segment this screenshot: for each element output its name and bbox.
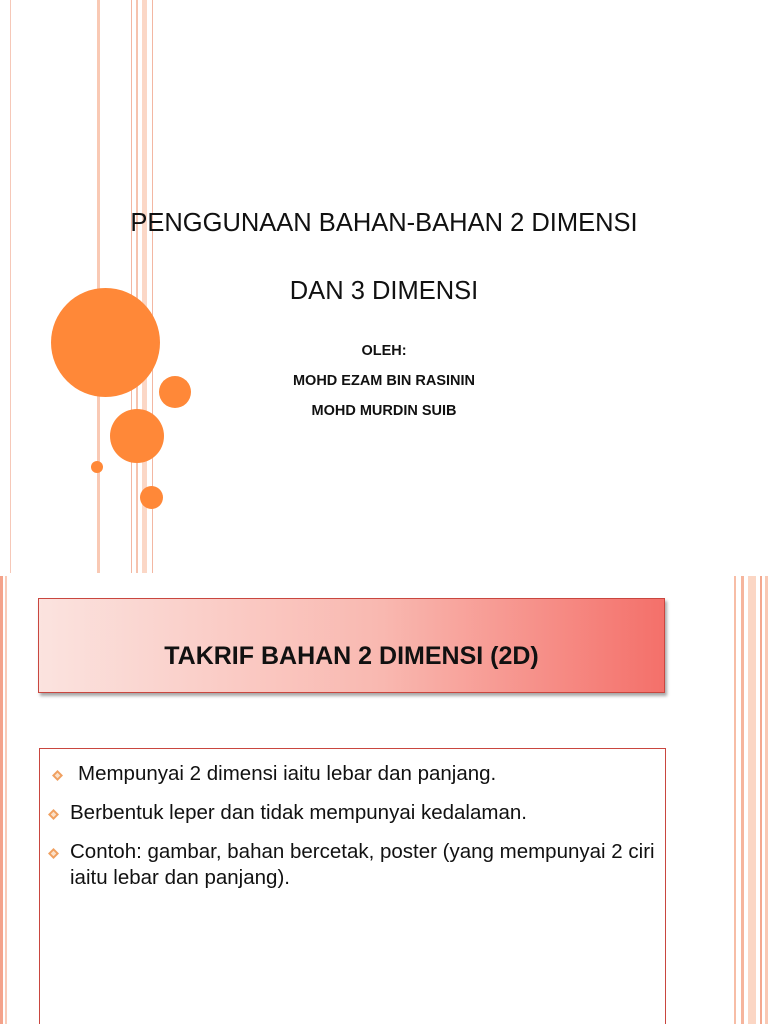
slide-title-line-1: PENGGUNAAN BAHAN-BAHAN 2 DIMENSI (130, 209, 638, 237)
list-item (48, 761, 658, 787)
list-item (48, 800, 658, 826)
heading-box (38, 598, 665, 693)
bullet-list (48, 761, 658, 904)
decorative-stripe (741, 576, 744, 1024)
list-item-text: Contoh: gambar, bahan bercetak, poster (yang mempunyai 2 ciri iaitu lebar dan panjang). (70, 840, 655, 889)
decorative-circle-small (140, 486, 163, 509)
decorative-stripe (734, 576, 736, 1024)
slide-title-line-2: DAN 3 DIMENSI (289, 277, 479, 305)
decorative-stripe (760, 576, 762, 1024)
list-item-text: Mempunyai 2 dimensi iaitu lebar dan panjang. (78, 762, 497, 785)
definition-slide (0, 576, 768, 1024)
decorative-stripe (0, 576, 3, 1024)
list-item-text: Berbentuk leper dan tidak mempunyai kedalaman. (70, 801, 527, 824)
author-name: MOHD MURDIN SUIB (311, 403, 457, 419)
decorative-stripe (10, 0, 11, 576)
by-label: OLEH: (361, 343, 407, 359)
author-name: MOHD EZAM BIN RASININ (292, 373, 476, 389)
slide-heading: TAKRIF BAHAN 2 DIMENSI (2D) (164, 642, 539, 670)
diamond-bullet-icon (52, 770, 63, 781)
decorative-stripe (5, 576, 7, 1024)
list-item (48, 839, 658, 891)
content-box (39, 748, 666, 1024)
diamond-bullet-icon (48, 848, 59, 859)
decorative-circle-tiny (91, 461, 103, 473)
decorative-stripe (748, 576, 756, 1024)
diamond-bullet-icon (48, 809, 59, 820)
slide-authors (40, 336, 728, 426)
slide-title (40, 172, 728, 342)
